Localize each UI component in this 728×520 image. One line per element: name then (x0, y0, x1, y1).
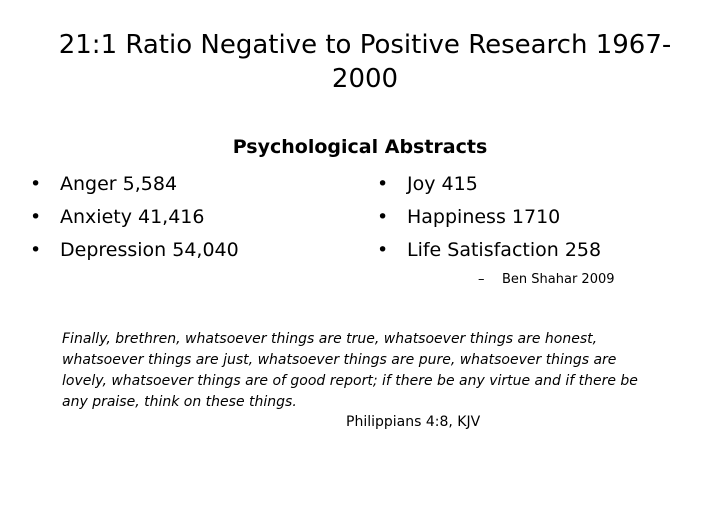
list-item (377, 234, 601, 267)
bullet-icon: • (377, 173, 389, 195)
attribution-text: Ben Shahar 2009 (502, 272, 615, 287)
bullet-icon: • (30, 206, 42, 228)
list-item-label: Depression 54,040 (60, 239, 239, 261)
slide-subtitle: Psychological Abstracts (232, 136, 488, 158)
list-item-label: Anxiety 41,416 (60, 206, 205, 228)
list-item (30, 168, 239, 201)
list-item (30, 234, 239, 267)
bullet-icon: • (377, 206, 389, 228)
negative-research-list (30, 168, 239, 267)
bullet-icon: • (30, 173, 42, 195)
list-item-label: Happiness 1710 (407, 206, 561, 228)
scripture-quote: Finally, brethren, whatsoever things are true, whatsoever things are honest, whatsoever things are just, whatsoever things are pure, whatsoever things are lovely, whatsoever things are of good report; if there be any virtue and if there be any praise, think on these things. (62, 331, 638, 410)
dash-icon: – (478, 272, 485, 287)
list-item (30, 201, 239, 234)
bullet-icon: • (377, 239, 389, 261)
list-item (377, 168, 601, 201)
positive-research-list (377, 168, 601, 267)
bullet-icon: • (30, 239, 42, 261)
slide-title: 21:1 Ratio Negative to Positive Research 1967-2000 (58, 30, 672, 94)
list-item (377, 201, 601, 234)
list-item-label: Life Satisfaction 258 (407, 239, 602, 261)
source-attribution (478, 272, 615, 287)
list-item-label: Joy 415 (407, 173, 478, 195)
list-item-label: Anger 5,584 (60, 173, 178, 195)
quote-citation: Philippians 4:8, KJV (346, 414, 481, 430)
